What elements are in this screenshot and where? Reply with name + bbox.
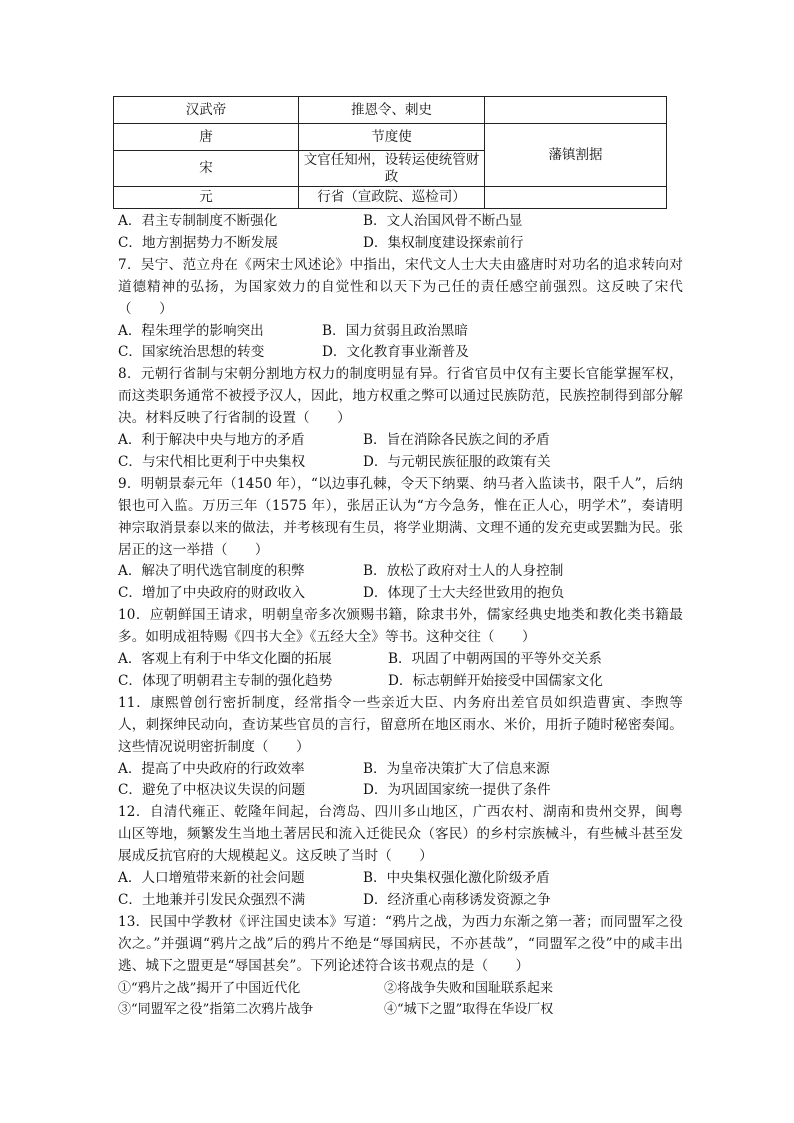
- table-merged-cell: 藩镇割据: [485, 124, 667, 187]
- q13-statement-2: ②将战争失败和国耻联系起来: [384, 980, 554, 996]
- q9-option-d[interactable]: D．体现了士大夫经世致用的抱负: [363, 585, 565, 602]
- q9-option-c[interactable]: C．增加了中央政府的财政收入: [118, 585, 306, 602]
- q11-option-a[interactable]: A．提高了中央政府的行政效率: [118, 760, 305, 777]
- q13-statement-1: ①“鸦片之战”揭开了中国近代化: [118, 980, 301, 996]
- table-row: [114, 187, 667, 209]
- q7-stem: 7．吴宁、范立舟在《两宋士风述论》中指出，宋代文人士大夫由盛唐时对功名的追求转向对道德精神的弘扬，为国家效力的自觉性和以天下为己任的责任感空前强烈。这反映了宋代（ ）: [118, 256, 683, 317]
- q13-statements-row: [118, 978, 683, 1000]
- table-cell: [485, 187, 667, 209]
- q6-options-row: [118, 233, 683, 255]
- questions: [118, 211, 683, 1021]
- table-cell: 汉武帝: [114, 97, 299, 124]
- q11-option-b[interactable]: B．为皇帝决策扩大了信息来源: [363, 760, 550, 777]
- q12-options-row: [118, 868, 683, 890]
- q12-stem: 12．自清代雍正、乾隆年间起，台湾岛、四川多山地区，广西农村、湖南和贵州交界，闽粤山区等地，频繁发生当地土著居民和流入迁徙民众（客民）的乡村宗族械斗，有些械斗甚至发展成反抗官府的大规模起义。这反映了当时（ ）: [118, 804, 683, 865]
- table-cell: 唐: [114, 124, 299, 151]
- q8-option-a[interactable]: A．利于解决中央与地方的矛盾: [118, 432, 305, 448]
- q10-options-row: [118, 671, 683, 693]
- q9-options-row: [118, 583, 683, 605]
- q7-options-row: [118, 342, 683, 364]
- q9-options-row: [118, 561, 683, 583]
- q8-options-row: [118, 452, 683, 474]
- q10-option-d[interactable]: D．标志朝鲜开始接受中国儒家文化: [388, 672, 603, 689]
- q10-options-row: [118, 649, 683, 671]
- q12-option-c[interactable]: C．土地兼并引发民众强烈不满: [118, 891, 306, 908]
- q7-options-row: [118, 321, 683, 343]
- q13-statement-3: ③“同盟军之役”指第二次鸦片战争: [118, 1002, 314, 1018]
- q12-option-b[interactable]: B．中央集权强化激化阶级矛盾: [363, 870, 550, 886]
- q8-stem: 8．元朝行省制与宋朝分割地方权力的制度明显有异。行省官员中仅有主要长官能掌握军权，而这类职务通常不被授予汉人，因此，地方权重之弊可以通过民族防范，民族控制得到部分解决。材料反映了行省制的设置（ ）: [118, 366, 683, 427]
- q8-option-d[interactable]: D．与元朝民族征服的政策有关: [363, 453, 551, 470]
- q8-option-b[interactable]: B．旨在消除各民族之间的矛盾: [363, 432, 550, 448]
- q10-option-c[interactable]: C．体现了明朝君主专制的强化趋势: [118, 672, 333, 689]
- table-row: [114, 124, 667, 151]
- q7-option-b[interactable]: B．国力贫弱且政治黑暗: [322, 322, 468, 339]
- q6-option-b[interactable]: B．文人治国风骨不断凸显: [363, 213, 523, 229]
- q13-stem: 13．民国中学教材《评注国史读本》写道：“鸦片之战，为西力东渐之第一著；而同盟军之役次之。”并强调“鸦片之战”后的鸦片不绝是“辱国病民，不亦甚哉”，“同盟军之役”中的咸丰出逃、城下之盟更是“辱国甚矣”。下列论述符合该书观点的是（ ）: [118, 913, 683, 974]
- q7-option-a[interactable]: A．程朱理学的影响突出: [118, 322, 264, 339]
- q6-option-d[interactable]: D．集权制度建设探索前行: [363, 234, 524, 251]
- q8-option-c[interactable]: C．与宋代相比更利于中央集权: [118, 453, 306, 470]
- q10-option-b[interactable]: B．巩固了中朝两国的平等外交关系: [388, 651, 602, 667]
- q13-statement-4: ④“城下之盟”取得在华设厂权: [384, 1002, 554, 1018]
- q7-option-c[interactable]: C．国家统治思想的转变: [118, 344, 265, 361]
- q6-option-a[interactable]: A．君主专制制度不断强化: [118, 213, 278, 229]
- q11-options-row: [118, 780, 683, 802]
- table-cell: [485, 97, 667, 124]
- q11-stem: 11．康熙曾创行密折制度，经常指令一些亲近大臣、内务府出差官员如织造曹寅、李煦等人，刺探绅民动向，查访某些官员的言行，留意所在地区雨水、米价，用折子随时秘密奏闻。这些情况说明密折制度（ ）: [118, 694, 683, 755]
- q9-option-b[interactable]: B．放松了政府对士人的人身控制: [363, 563, 564, 580]
- q10-option-a[interactable]: A．客观上有利于中华文化圈的拓展: [118, 651, 332, 667]
- comparison-table: [113, 96, 667, 209]
- q11-options-row: [118, 759, 683, 781]
- q12-options-row: [118, 890, 683, 912]
- table-cell: 行省（宣政院、巡检司）: [299, 187, 485, 209]
- q6-option-c[interactable]: C．地方割据势力不断发展: [118, 234, 278, 251]
- table-cell: 推恩令、刺史: [299, 97, 485, 124]
- table-cell: 文官任知州，设转运使统管财政: [299, 151, 485, 187]
- q8-options-row: [118, 430, 683, 452]
- table-cell: 宋: [114, 151, 299, 187]
- table-cell: 节度使: [299, 124, 485, 151]
- q9-stem: 9．明朝景泰元年（1450 年），“以边事孔棘，令天下纳粟、纳马者入监读书，限千人”，后纳银也可入监。万历三年（1575 年），张居正认为“方今急务，惟在正人心，明学术”，奏请明神宗取消景泰以来的做法，并考核现有生员，将学业期满、文理不通的发充吏或罢黜为民。张居正的这一举措（ ）: [118, 475, 683, 558]
- table-cell: 元: [114, 187, 299, 209]
- q12-option-d[interactable]: D．经济重心南移诱发资源之争: [363, 891, 551, 908]
- q13-statements-row: [118, 999, 683, 1021]
- q9-option-a[interactable]: A．解决了明代选官制度的积弊: [118, 563, 305, 580]
- q11-option-c[interactable]: C．避免了中枢决议失误的问题: [118, 782, 306, 799]
- q12-option-a[interactable]: A．人口增殖带来新的社会问题: [118, 870, 305, 886]
- q11-option-d[interactable]: D．为巩固国家统一提供了条件: [363, 782, 551, 799]
- q7-option-d[interactable]: D．文化教育事业渐普及: [322, 344, 469, 361]
- q10-stem: 10．应朝鲜国王请求，明朝皇帝多次颁赐书籍，除隶书外，儒家经典史地类和教化类书籍最多。如明成祖特赐《四书大全》《五经大全》等书。这种交往（ ）: [118, 607, 683, 646]
- q6-options-row: [118, 211, 683, 233]
- table-row: [114, 97, 667, 124]
